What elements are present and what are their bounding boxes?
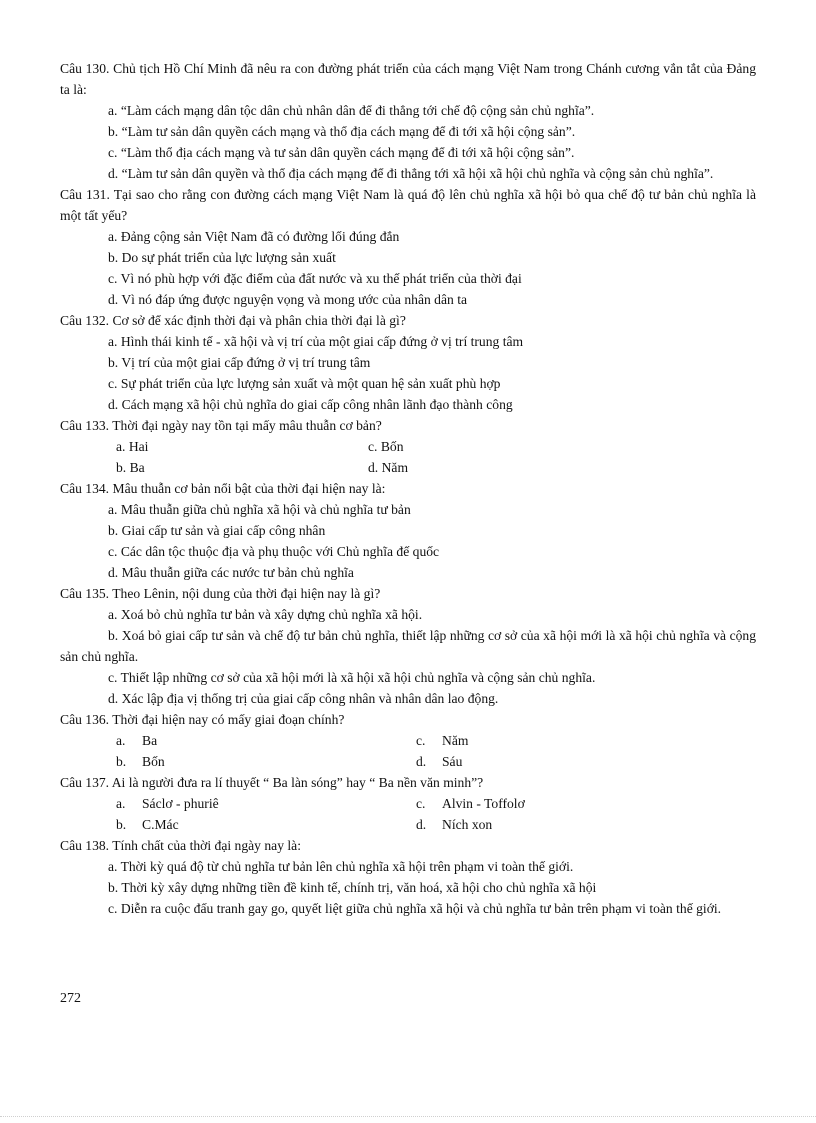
answer-option: a. Mâu thuẫn giữa chủ nghĩa xã hội và chủ nghĩa tư bản (108, 502, 411, 517)
question-137 (60, 772, 756, 835)
answer-option: a. Hai (116, 439, 149, 454)
question-title: Câu 134. Mâu thuẫn cơ bản nổi bật của thời đại hiện nay là: (60, 481, 386, 496)
answer-option: a. Thời kỳ quá độ từ chủ nghĩa tư bản lên chủ nghĩa xã hội trên phạm vi toàn thế giới. (108, 859, 574, 874)
answer-option: a. Hình thái kinh tế - xã hội và vị trí của một giai cấp đứng ở vị trí trung tâm (108, 334, 524, 349)
document-page (60, 58, 756, 919)
answer-option: b. “Làm tư sản dân quyền cách mạng và thổ địa cách mạng để đi tới xã hội cộng sản”. (108, 124, 576, 139)
option-text: Sáclơ - phuriê (142, 796, 219, 811)
question-136 (60, 709, 756, 772)
question-138 (60, 835, 756, 919)
option-text: Alvin - Toffolơ (442, 796, 525, 811)
answer-option: a. Đảng cộng sản Việt Nam đã có đường lối đúng đắn (108, 229, 400, 244)
answer-option: b. Xoá bỏ giai cấp tư sản và chế độ tư bản chủ nghĩa, thiết lập những cơ sở của xã hội mới là xã hội chủ nghĩa và cộng sản chủ nghĩa. (60, 628, 756, 664)
answer-row (60, 793, 756, 814)
answer-option: b. Do sự phát triển của lực lượng sản xuất (108, 250, 336, 265)
answer-option: c. Các dân tộc thuộc địa và phụ thuộc với Chủ nghĩa đế quốc (108, 544, 440, 559)
answer-option (116, 730, 416, 751)
question-title: Câu 133. Thời đại ngày nay tồn tại mấy mâu thuẫn cơ bản? (60, 418, 382, 433)
question-133 (60, 415, 756, 478)
answer-option: c. Sự phát triển của lực lượng sản xuất và một quan hệ sản xuất phù hợp (108, 376, 501, 391)
option-letter: c. (416, 733, 426, 748)
option-letter: a. (116, 733, 126, 748)
answer-option: d. Năm (368, 460, 409, 475)
answer-row (60, 730, 756, 751)
answer-option (416, 793, 525, 814)
page-number: 272 (60, 991, 81, 1006)
answer-option: b. Ba (116, 460, 145, 475)
answer-option (116, 793, 416, 814)
question-title: Câu 136. Thời đại hiện nay có mấy giai đoạn chính? (60, 712, 345, 727)
question-title: Câu 132. Cơ sở để xác định thời đại và phân chia thời đại là gì? (60, 313, 406, 328)
option-letter: d. (416, 754, 427, 769)
option-text: Bốn (142, 754, 165, 769)
option-text: Ba (142, 733, 158, 748)
answer-option: b. Vị trí của một giai cấp đứng ở vị trí trung tâm (108, 355, 371, 370)
question-131 (60, 184, 756, 310)
answer-row (60, 814, 756, 835)
answer-row (60, 457, 756, 478)
option-letter: c. (416, 796, 426, 811)
question-title: Câu 138. Tính chất của thời đại ngày nay là: (60, 838, 301, 853)
question-135 (60, 583, 756, 709)
answer-option: d. “Làm tư sản dân quyền và thổ địa cách mạng để đi thẳng tới xã hội xã hội chủ nghĩa và cộng sản chủ nghĩa”. (108, 166, 714, 181)
answer-option: d. Vì nó đáp ứng được nguyện vọng và mong ước của nhân dân ta (108, 292, 468, 307)
answer-row (60, 751, 756, 772)
option-letter: d. (416, 817, 427, 832)
answer-option: c. Vì nó phù hợp với đặc điểm của đất nước và xu thế phát triển của thời đại (108, 271, 522, 286)
option-letter: b. (116, 754, 127, 769)
option-text: Ních xon (442, 817, 493, 832)
page-bottom-divider (0, 1116, 816, 1117)
answer-option: c. Diễn ra cuộc đấu tranh gay go, quyết liệt giữa chủ nghĩa xã hội và chủ nghĩa tư bản trên phạm vi toàn thế giới. (108, 901, 722, 916)
answer-option: c. “Làm thổ địa cách mạng và tư sản dân quyền cách mạng để đi tới xã hội cộng sản”. (108, 145, 575, 160)
answer-option (416, 814, 492, 835)
option-text: C.Mác (142, 817, 179, 832)
answer-option (416, 730, 468, 751)
answer-option (116, 814, 416, 835)
question-title: Câu 130. Chủ tịch Hồ Chí Minh đã nêu ra con đường phát triển của cách mạng Việt Nam trong Chánh cương vắn tắt của Đảng ta là: (60, 61, 756, 97)
option-letter: a. (116, 796, 126, 811)
answer-option (116, 751, 416, 772)
option-text: Sáu (442, 754, 463, 769)
answer-option: b. Giai cấp tư sản và giai cấp công nhân (108, 523, 326, 538)
answer-option: d. Mâu thuẫn giữa các nước tư bản chủ nghĩa (108, 565, 354, 580)
answer-option (416, 751, 462, 772)
question-title: Câu 137. Ai là người đưa ra lí thuyết “ Ba làn sóng” hay “ Ba nền văn minh”? (60, 775, 484, 790)
question-130 (60, 58, 756, 184)
question-title: Câu 131. Tại sao cho rằng con đường cách mạng Việt Nam là quá độ lên chủ nghĩa xã hội bỏ qua chế độ tư bản chủ nghĩa là một tất yếu? (60, 187, 756, 223)
answer-option: a. Xoá bỏ chủ nghĩa tư bản và xây dựng chủ nghĩa xã hội. (108, 607, 423, 622)
answer-option: d. Cách mạng xã hội chủ nghĩa do giai cấp công nhân lãnh đạo thành công (108, 397, 513, 412)
question-132 (60, 310, 756, 415)
answer-option: c. Thiết lập những cơ sở của xã hội mới là xã hội xã hội chủ nghĩa và cộng sản chủ nghĩa. (108, 670, 596, 685)
question-title: Câu 135. Theo Lênin, nội dung của thời đại hiện nay là gì? (60, 586, 381, 601)
answer-option: b. Thời kỳ xây dựng những tiền đề kinh tế, chính trị, văn hoá, xã hội cho chủ nghĩa xã hội (108, 880, 597, 895)
answer-option: c. Bốn (368, 439, 404, 454)
option-text: Năm (442, 733, 469, 748)
option-letter: b. (116, 817, 127, 832)
answer-option: d. Xác lập địa vị thống trị của giai cấp công nhân và nhân dân lao động. (108, 691, 499, 706)
question-134 (60, 478, 756, 583)
answer-row (60, 436, 756, 457)
answer-option: a. “Làm cách mạng dân tộc dân chủ nhân dân để đi thẳng tới chế độ cộng sản chủ nghĩa”. (108, 103, 595, 118)
